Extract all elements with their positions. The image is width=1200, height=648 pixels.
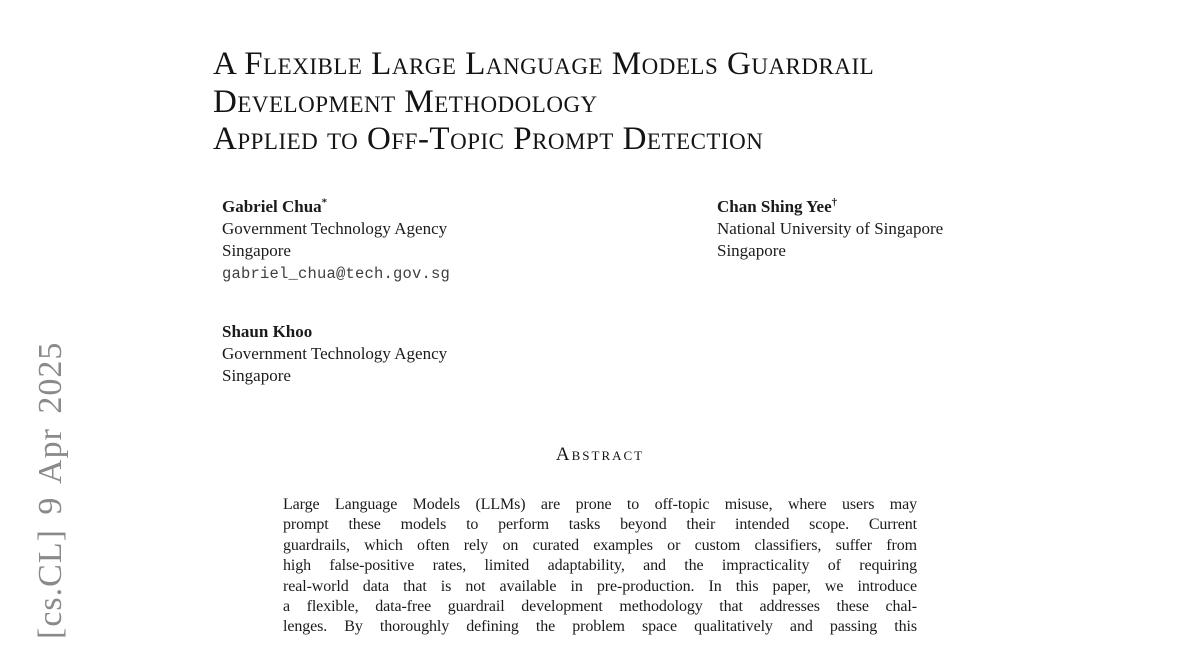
author-footnote-marker: †: [831, 196, 838, 209]
abstract-text-line: real-world data that is not available in pre-production. In this paper, we introduce: [283, 577, 917, 595]
abstract-text-line: Large Language Models (LLMs) are prone to off-topic misuse, where users may: [283, 496, 917, 513]
author-affiliation: Government Technology Agency: [222, 219, 448, 238]
author-block-chan-shing-yee: [717, 196, 1197, 262]
author-block-shaun-khoo: [222, 321, 702, 387]
author-location: Singapore: [222, 366, 291, 385]
abstract-paragraph: [283, 495, 917, 638]
author-location: Singapore: [222, 241, 291, 260]
arxiv-watermark: [cs.CL] 9 Apr 2025: [32, 341, 69, 639]
author-block-gabriel-chua: [222, 196, 702, 285]
author-name: [222, 321, 702, 343]
author-affiliation: Government Technology Agency: [222, 344, 448, 363]
author-name-text: Chan Shing Yee: [717, 197, 832, 216]
title-line-2: Development Methodology: [213, 83, 598, 120]
title-line-3: Applied to Off-Topic Prompt Detection: [213, 121, 764, 157]
paper-title: [213, 46, 874, 159]
author-footnote-marker: *: [321, 196, 328, 209]
author-affiliation: National University of Singapore: [717, 219, 944, 238]
author-email: gabriel_chua@tech.gov.sg: [222, 265, 451, 283]
author-name: [222, 196, 702, 218]
author-name: [717, 196, 1197, 218]
abstract-text-line: guardrails, which often rely on curated examples or custom classifiers, suffer from: [283, 536, 917, 554]
abstract-text-line: high false-positive rates, limited adaptability, and the impracticality of requiring: [283, 557, 917, 575]
author-location: Singapore: [717, 241, 786, 260]
abstract-text-line: prompt these models to perform tasks beyond their intended scope. Current: [283, 516, 917, 534]
abstract-text-line: lenges. By thoroughly defining the problem space qualitatively and passing this: [283, 618, 917, 636]
abstract-text-line: a flexible, data-free guardrail development methodology that addresses these chal-: [283, 598, 917, 616]
author-name-text: Gabriel Chua: [222, 197, 322, 216]
author-name-text: Shaun Khoo: [222, 322, 313, 341]
abstract-heading: Abstract: [555, 444, 645, 465]
title-line-1: A Flexible Large Language Models Guardrail: [213, 46, 875, 82]
